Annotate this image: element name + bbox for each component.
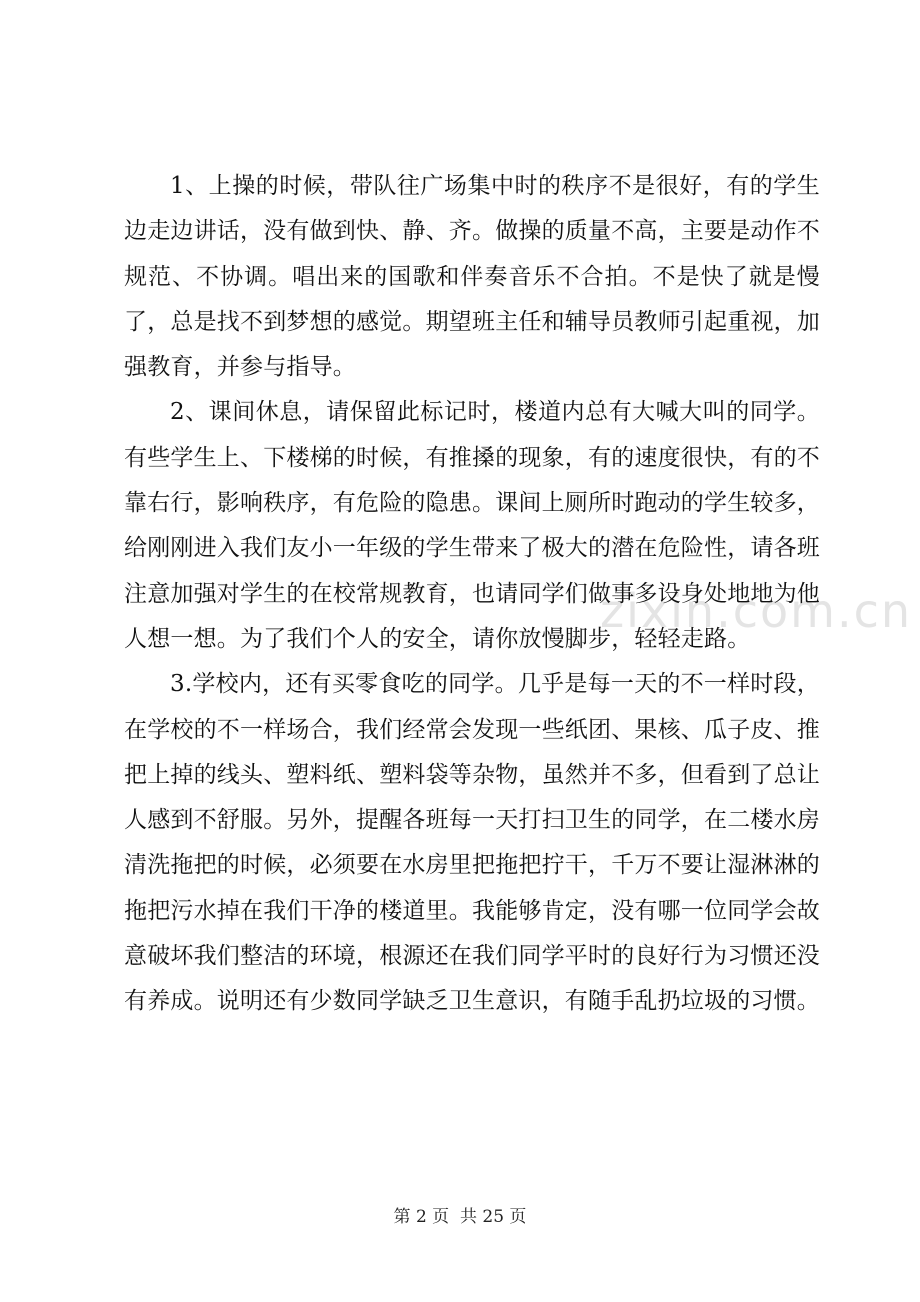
paragraph-1: 1、上操的时候，带队往广场集中时的秩序不是很好，有的学生边走边讲话，没有做到快、静、齐。做操的质量不高，主要是动作不规范、不协调。唱出来的国歌和伴奏音乐不合拍。不是快了就是慢了，总是找不到梦想的感觉。期望班主任和辅导员教师引起重视，加强教育，并参与指导。 [124,173,820,381]
paragraph-3: 3.学校内，还有买零食吃的同学。几乎是每一天的不一样时段，在学校的不一样场合，我们经常会发现一些纸团、果核、瓜子皮、推把上掉的线头、塑料纸、塑料袋等杂物，虽然并不多，但看到了总让人感到不舒服。另外，提醒各班每一天打扫卫生的同学，在二楼水房清洗拖把的时候，必须要在水房里把拖把拧干，千万不要让湿淋淋的拖把污水掉在我们干净的楼道里。我能够肯定，没有哪一位同学会故意破坏我们整洁的环境，根源还在我们同学平时的良好行为习惯还没有养成。说明还有少数同学缺乏卫生意识，有随手乱扔垃圾的习惯。 [124,671,820,1015]
page-total: 共 25 页 [459,1207,527,1227]
page-number: 第 2 页 [393,1207,450,1227]
paragraph-2: 2、课间休息，请保留此标记时，楼道内总有大喊大叫的同学。有些学生上、下楼梯的时候，有推搡的现象，有的速度很快，有的不靠右行，影响秩序，有危险的隐患。课间上厕所时跑动的学生较多，给刚刚进入我们友小一年级的学生带来了极大的潜在危险性，请各班注意加强对学生的在校常规教育，也请同学们做事多设身处地地为他人想一想。为了我们个人的安全，请你放慢脚步，轻轻走路。 [124,399,820,652]
page-footer [0,1202,920,1227]
document-body [124,164,820,1025]
watermark: zixin.com.cn [600,584,913,638]
